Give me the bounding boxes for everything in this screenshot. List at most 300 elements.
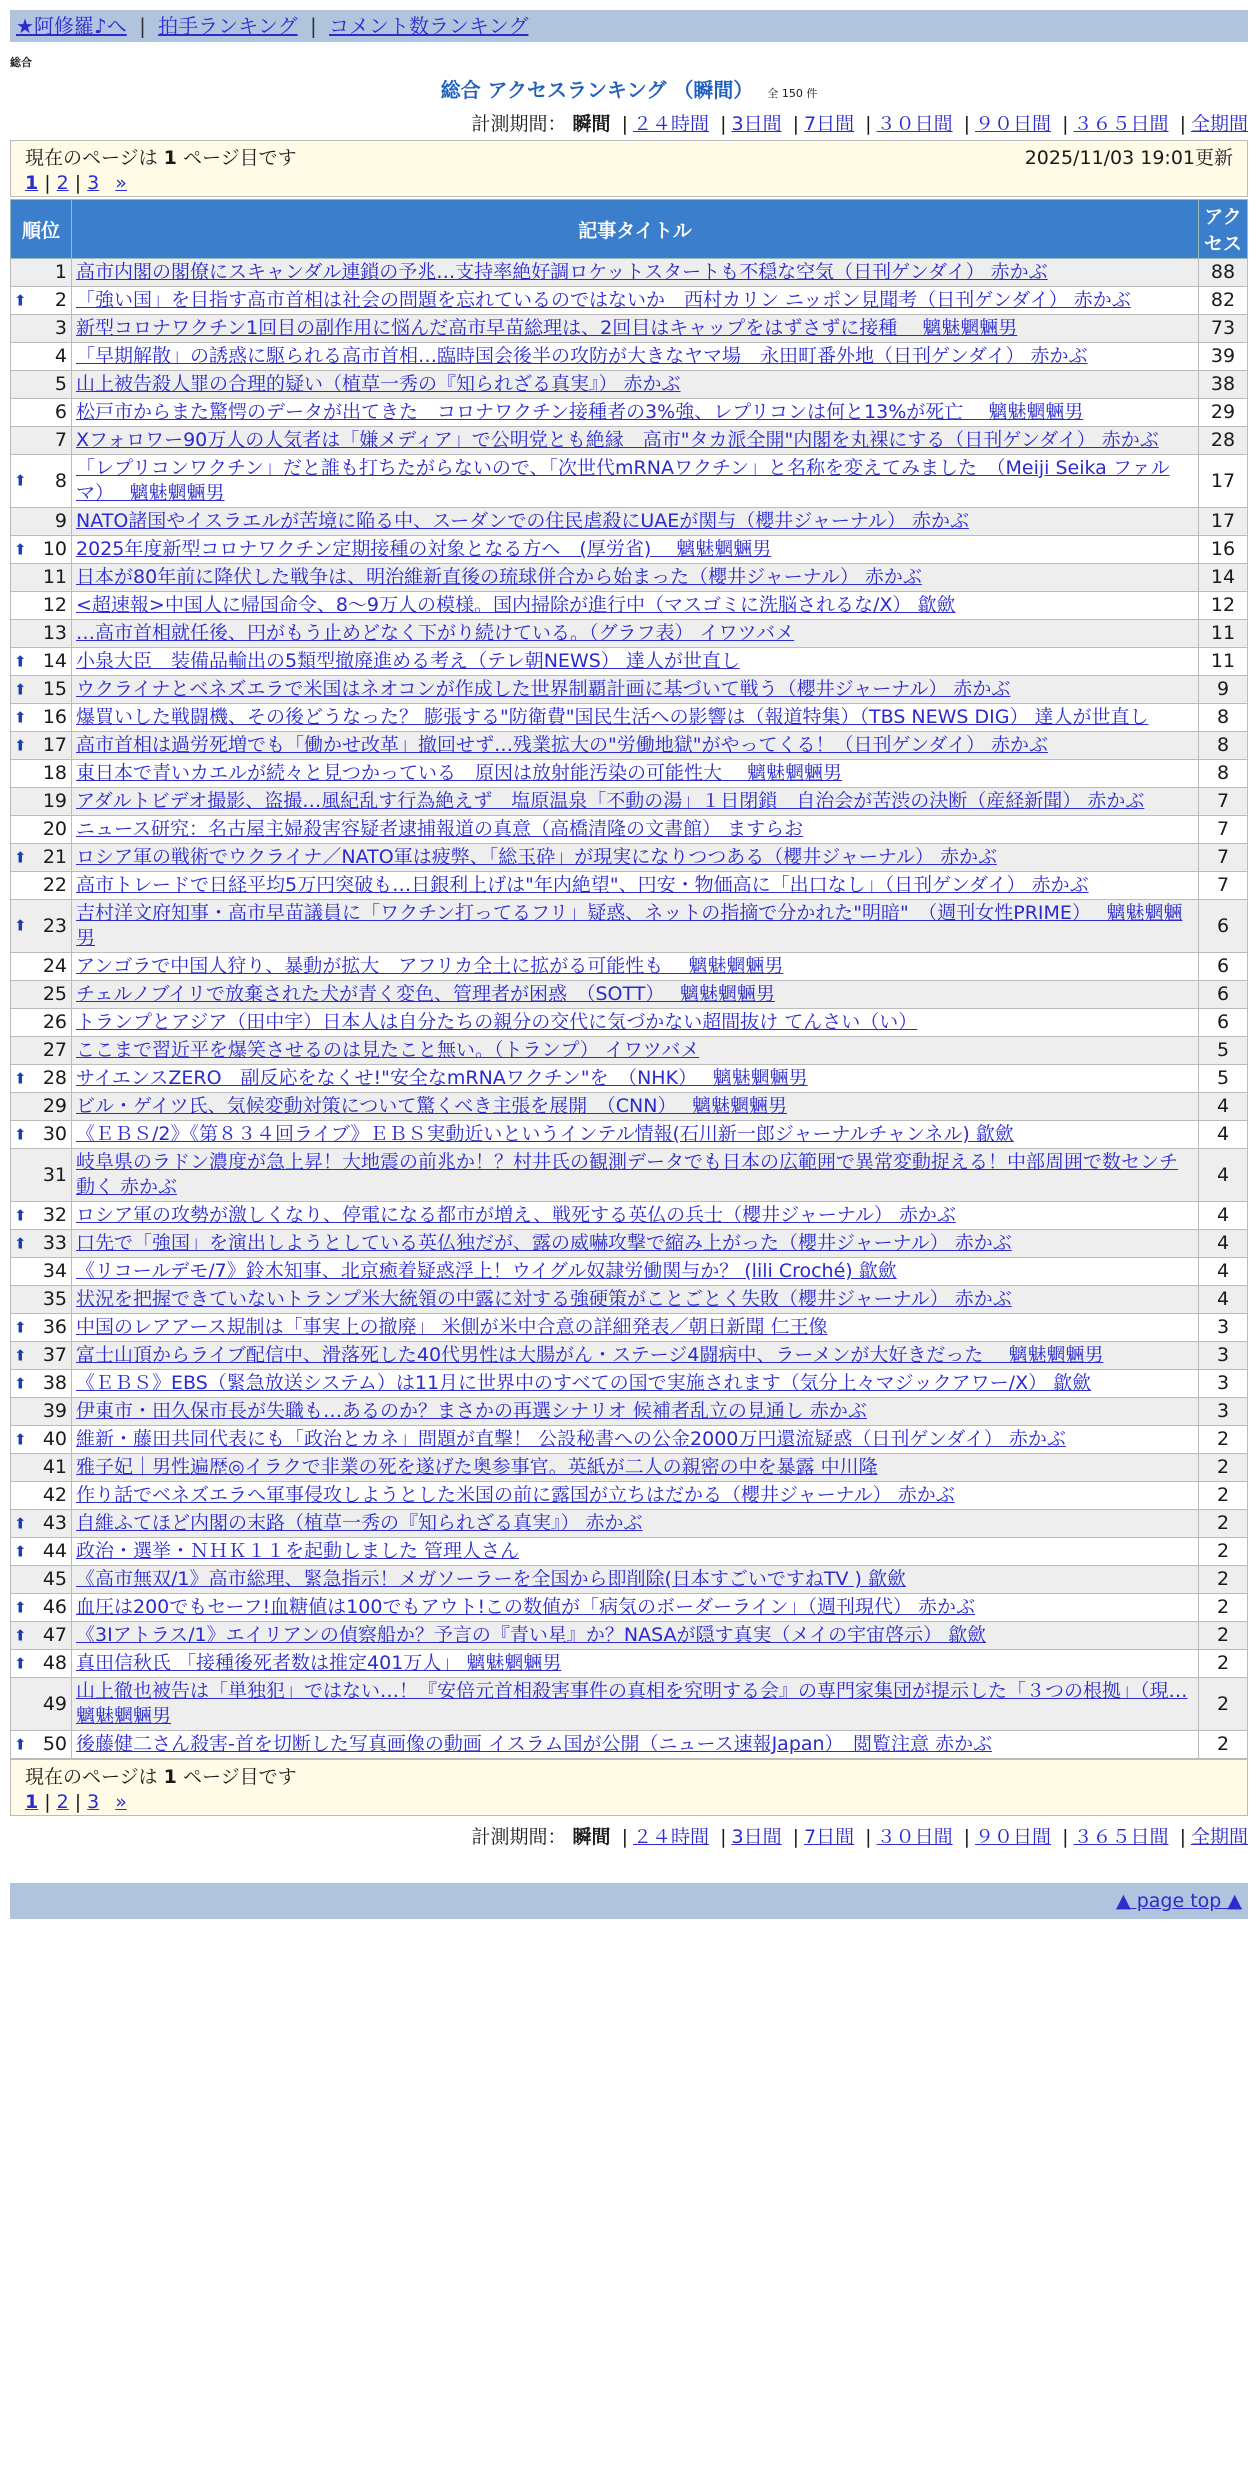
- title-cell: [72, 1566, 1199, 1594]
- rank-up-arrow-icon: ⬆: [14, 1234, 27, 1252]
- access-count: 4: [1199, 1093, 1248, 1121]
- pagination: 1 | 2 | 3 »: [25, 1791, 127, 1813]
- rank-cell: [11, 371, 72, 399]
- table-row: [11, 1426, 1248, 1454]
- rank-up-arrow-icon: ⬆: [14, 848, 27, 866]
- rank-number: 48: [42, 1652, 67, 1674]
- access-count: 73: [1199, 315, 1248, 343]
- rank-cell: [11, 704, 72, 732]
- article-link[interactable]: <超速報>中国人に帰国命令、8～9万人の模様。国内掃除が進行中（マスゴミに洗脳されるな/X） 歙歛: [76, 594, 956, 616]
- rank-number: 4: [54, 345, 67, 367]
- table-row: [11, 371, 1248, 399]
- title-cell: [72, 1065, 1199, 1093]
- access-count: 7: [1199, 872, 1248, 900]
- period-3d-link[interactable]: 3日間: [731, 113, 782, 135]
- table-row: [11, 564, 1248, 592]
- article-link[interactable]: ウクライナとベネズエラで米国はネオコンが作成した世界制覇計画に基づいて戦う（櫻井ジャーナル） 赤かぶ: [76, 678, 1011, 700]
- rank-number: 43: [42, 1512, 67, 1534]
- page-title: 総合 アクセスランキング （瞬間）: [440, 78, 754, 102]
- title-cell: [72, 1009, 1199, 1037]
- rank-cell: [11, 592, 72, 620]
- table-row: [11, 399, 1248, 427]
- access-count: 8: [1199, 704, 1248, 732]
- page-info-box-top: [10, 140, 1248, 197]
- rank-up-arrow-icon: ⬆: [14, 1598, 27, 1616]
- rank-number: 46: [42, 1596, 67, 1618]
- access-count: 2: [1199, 1482, 1248, 1510]
- title-cell: [72, 1594, 1199, 1622]
- access-count: 5: [1199, 1065, 1248, 1093]
- rank-up-arrow-icon: ⬆: [14, 471, 27, 490]
- table-row: [11, 816, 1248, 844]
- period-label: 計測期間：: [471, 113, 567, 135]
- rank-number: 24: [42, 955, 67, 977]
- table-row: [11, 1065, 1248, 1093]
- title-cell: [72, 1426, 1199, 1454]
- rank-number: 34: [42, 1260, 67, 1282]
- title-cell: [72, 564, 1199, 592]
- period-24h-link[interactable]: ２４時間: [633, 113, 710, 135]
- period-7d-link[interactable]: 7日間: [804, 113, 855, 135]
- rank-number: 36: [42, 1316, 67, 1338]
- access-count: 17: [1199, 455, 1248, 508]
- access-count: 3: [1199, 1314, 1248, 1342]
- rank-cell: [11, 620, 72, 648]
- period-3d-link[interactable]: 3日間: [731, 1826, 782, 1848]
- access-count: 88: [1199, 259, 1248, 287]
- rank-up-arrow-icon: ⬆: [14, 680, 27, 698]
- article-link[interactable]: 雅子妃｜男性遍歴◎イラクで非業の死を遂げた奥参事官。英紙が二人の親密の中を暴露 中川隆: [76, 1456, 878, 1478]
- table-row: [11, 1622, 1248, 1650]
- rank-number: 39: [42, 1400, 67, 1422]
- rank-number: 16: [42, 706, 67, 728]
- article-link[interactable]: 日本が80年前に降伏した戦争は、明治維新直後の琉球併合から始まった（櫻井ジャーナル） 赤かぶ: [76, 566, 922, 588]
- rank-number: 26: [42, 1011, 67, 1033]
- table-row: [11, 1286, 1248, 1314]
- title-cell: [72, 1230, 1199, 1258]
- period-365d-link[interactable]: ３６５日間: [1073, 1826, 1169, 1848]
- table-row: [11, 760, 1248, 788]
- title-cell: [72, 1037, 1199, 1065]
- rank-cell: [11, 287, 72, 315]
- article-link[interactable]: 2025年度新型コロナワクチン定期接種の対象となる方へ (厚労省) 魑魅魍魎男: [76, 538, 772, 560]
- article-link[interactable]: 高市内閣の閣僚にスキャンダル連鎖の予兆…支持率絶好調ロケットスタートも不穏な空気（日刊ゲンダイ） 赤かぶ: [76, 261, 1048, 283]
- title-cell: [72, 1398, 1199, 1426]
- article-link[interactable]: 山上被告殺人罪の合理的疑い（植草一秀の『知られざる真実』） 赤かぶ: [76, 373, 681, 395]
- title-cell: [72, 399, 1199, 427]
- updated-timestamp: 2025/11/03 19:01更新: [1024, 147, 1233, 169]
- article-link[interactable]: 伊東市・田久保市長が失職も…あるのか？まさかの再選シナリオ 候補者乱立の見通し 赤かぶ: [76, 1400, 867, 1422]
- title-row: [10, 74, 1248, 103]
- article-link[interactable]: 東日本で青いカエルが続々と見つかっている 原因は放射能汚染の可能性大 魑魅魍魎男: [76, 762, 843, 784]
- rank-number: 8: [54, 469, 67, 492]
- rank-cell: [11, 455, 72, 508]
- page-info-box-bottom: [10, 1759, 1248, 1816]
- title-cell: [72, 872, 1199, 900]
- access-count: 5: [1199, 1037, 1248, 1065]
- article-link[interactable]: ここまで習近平を爆笑させるのは見たこと無い。（トランプ） イワツバメ: [76, 1039, 700, 1061]
- rank-number: 14: [42, 650, 67, 672]
- rank-cell: [11, 816, 72, 844]
- title-cell: [72, 536, 1199, 564]
- access-count: 82: [1199, 287, 1248, 315]
- title-cell: [72, 1258, 1199, 1286]
- rank-number: 22: [42, 874, 67, 896]
- rank-cell: [11, 1121, 72, 1149]
- title-cell: [72, 844, 1199, 872]
- rank-number: 35: [42, 1288, 67, 1310]
- rank-number: 33: [42, 1232, 67, 1254]
- rank-cell: [11, 953, 72, 981]
- comment-ranking-link[interactable]: コメント数ランキング: [329, 14, 529, 38]
- access-count: 6: [1199, 1009, 1248, 1037]
- rank-number: 5: [54, 373, 67, 395]
- table-row: [11, 953, 1248, 981]
- period-90d-link[interactable]: ９０日間: [975, 1826, 1052, 1848]
- title-cell: [72, 1370, 1199, 1398]
- rank-cell: [11, 1678, 72, 1731]
- rank-up-arrow-icon: ⬆: [14, 916, 27, 935]
- rank-cell: [11, 1009, 72, 1037]
- title-cell: [72, 315, 1199, 343]
- rank-number: 49: [42, 1692, 67, 1715]
- table-row: [11, 872, 1248, 900]
- period-30d-link[interactable]: ３０日間: [876, 113, 953, 135]
- access-count: 4: [1199, 1258, 1248, 1286]
- rank-cell: [11, 1622, 72, 1650]
- table-row: [11, 1678, 1248, 1731]
- rank-cell: [11, 732, 72, 760]
- title-cell: [72, 981, 1199, 1009]
- rank-number: 17: [42, 734, 67, 756]
- rank-number: 38: [42, 1372, 67, 1394]
- rank-cell: [11, 1510, 72, 1538]
- page-3-link[interactable]: 3: [87, 172, 100, 194]
- rank-number: 7: [54, 429, 67, 451]
- rank-number: 41: [42, 1456, 67, 1478]
- table-row: [11, 1009, 1248, 1037]
- table-row: [11, 732, 1248, 760]
- table-row: [11, 287, 1248, 315]
- access-count: 3: [1199, 1370, 1248, 1398]
- article-link[interactable]: サイエンスZERO 副反応をなくせ!"安全なmRNAワクチン"を （NHK） 魑魅魍魎男: [76, 1067, 808, 1089]
- article-link[interactable]: 《3Iアトラス/1》エイリアンの偵察船か？予言の『青い星』か？NASAが隠す真実（メイの宇宙啓示） 歙歛: [76, 1624, 987, 1646]
- rank-up-arrow-icon: ⬆: [14, 291, 27, 309]
- title-cell: [72, 371, 1199, 399]
- article-link[interactable]: ロシア軍の攻勢が激しくなり、停電になる都市が増え、戦死する英仏の兵士（櫻井ジャーナル） 赤かぶ: [76, 1204, 956, 1226]
- article-link[interactable]: 後藤健二さん殺害-首を切断した写真画像の動画 イスラム国が公開（ニュース速報Japan） 閲覧注意 赤かぶ: [76, 1733, 993, 1755]
- access-count: 4: [1199, 1121, 1248, 1149]
- rank-cell: [11, 872, 72, 900]
- access-count: 6: [1199, 981, 1248, 1009]
- title-cell: [72, 788, 1199, 816]
- table-row: [11, 1510, 1248, 1538]
- access-count: 2: [1199, 1510, 1248, 1538]
- rank-cell: [11, 1342, 72, 1370]
- table-row: [11, 900, 1248, 953]
- title-cell: [72, 592, 1199, 620]
- title-cell: [72, 760, 1199, 788]
- access-count: 2: [1199, 1650, 1248, 1678]
- access-count: 2: [1199, 1678, 1248, 1731]
- rank-up-arrow-icon: ⬆: [14, 1430, 27, 1448]
- rank-number: 20: [42, 818, 67, 840]
- next-page-link[interactable]: »: [115, 1791, 127, 1813]
- article-link[interactable]: 中国のレアアース規制は「事実上の撤廃」 米側が米中合意の詳細発表／朝日新聞 仁王像: [76, 1316, 828, 1338]
- rank-cell: [11, 1286, 72, 1314]
- applause-ranking-link[interactable]: 拍手ランキング: [158, 14, 298, 38]
- article-link[interactable]: 爆買いした戦闘機、その後どうなった？ 膨張する"防衛費"国民生活への影響は（報道特集）（TBS NEWS DIG） 達人が世直し: [76, 706, 1149, 728]
- rank-cell: [11, 1426, 72, 1454]
- title-cell: [72, 1121, 1199, 1149]
- article-link[interactable]: ニュース研究：名古屋主婦殺害容疑者逮捕報道の真意（高橋清隆の文書館） ますらお: [76, 818, 804, 840]
- rank-cell: [11, 1065, 72, 1093]
- total-count: 全 150 件: [767, 87, 818, 100]
- rank-up-arrow-icon: ⬆: [14, 736, 27, 754]
- page-2-link[interactable]: 2: [56, 172, 69, 194]
- access-count: 9: [1199, 676, 1248, 704]
- rank-number: 21: [42, 846, 67, 868]
- period-365d-link[interactable]: ３６５日間: [1073, 113, 1169, 135]
- access-count: 17: [1199, 508, 1248, 536]
- period-selector-top: 計測期間： 瞬間 | ２４時間 | 3日間 | 7日間 | ３０日間 | ９０日間 | ３６５日間 | 全期間: [471, 113, 1248, 135]
- period-90d-link[interactable]: ９０日間: [975, 113, 1052, 135]
- next-page-link[interactable]: »: [115, 172, 127, 194]
- article-link[interactable]: 小泉大臣 装備品輸出の5類型撤廃進める考え（テレ朝NEWS） 達人が世直し: [76, 650, 740, 672]
- access-count: 16: [1199, 536, 1248, 564]
- table-row: [11, 1230, 1248, 1258]
- rank-number: 23: [42, 914, 67, 937]
- table-row: [11, 1482, 1248, 1510]
- rank-cell: [11, 1398, 72, 1426]
- rank-up-arrow-icon: ⬆: [14, 1374, 27, 1392]
- title-cell: [72, 620, 1199, 648]
- title-cell: [72, 455, 1199, 508]
- rank-cell: [11, 981, 72, 1009]
- rank-number: 2: [54, 289, 67, 311]
- title-cell: [72, 1149, 1199, 1202]
- access-count: 28: [1199, 427, 1248, 455]
- rank-cell: [11, 1314, 72, 1342]
- rank-number: 3: [54, 317, 67, 339]
- rank-cell: [11, 1202, 72, 1230]
- article-link[interactable]: NATO諸国やイスラエルが苦境に陥る中、スーダンでの住民虐殺にUAEが関与（櫻井ジャーナル） 赤かぶ: [76, 510, 969, 532]
- rank-number: 50: [42, 1733, 67, 1755]
- page-1-link[interactable]: 1: [25, 172, 39, 194]
- table-row: [11, 1037, 1248, 1065]
- table-row: [11, 981, 1248, 1009]
- rank-number: 11: [42, 566, 67, 588]
- rank-number: 15: [42, 678, 67, 700]
- rank-up-arrow-icon: ⬆: [14, 1542, 27, 1560]
- title-cell: [72, 816, 1199, 844]
- title-cell: [72, 343, 1199, 371]
- period-all-link[interactable]: 全期間: [1190, 113, 1248, 135]
- page-2-link[interactable]: 2: [56, 1791, 69, 1813]
- article-link[interactable]: 高市トレードで日経平均5万円突破も…日銀利上げは"年内絶望"、円安・物価高に「出口なし」（日刊ゲンダイ） 赤かぶ: [76, 874, 1089, 896]
- rank-number: 37: [42, 1344, 67, 1366]
- article-link[interactable]: 「早期解散」の誘惑に駆られる高市首相…臨時国会後半の攻防が大きなヤマ場 永田町番外地（日刊ゲンダイ） 赤かぶ: [76, 345, 1088, 367]
- article-link[interactable]: ロシア軍の戦術でウクライナ／NATO軍は疲弊、「総玉砕」が現実になりつつある（櫻井ジャーナル） 赤かぶ: [76, 846, 997, 868]
- home-link[interactable]: ★阿修羅♪へ: [16, 14, 127, 38]
- article-link[interactable]: チェルノブイリで放棄された犬が青く変色、管理者が困惑 （SOTT） 魑魅魍魎男: [76, 983, 775, 1005]
- rank-cell: [11, 676, 72, 704]
- table-row: [11, 343, 1248, 371]
- access-count: 39: [1199, 343, 1248, 371]
- access-count: 11: [1199, 648, 1248, 676]
- rank-up-arrow-icon: ⬆: [14, 1318, 27, 1336]
- article-link[interactable]: 状況を把握できていないトランプ米大統領の中露に対する強硬策がことごとく失敗（櫻井ジャーナル） 赤かぶ: [76, 1288, 1012, 1310]
- article-link[interactable]: 《ＥＢＳ》EBS（緊急放送システム）は11月に世界中のすべての国で実施されます（気分上々マジックアワー/X） 歙歛: [76, 1372, 1092, 1394]
- period-all-link[interactable]: 全期間: [1190, 1826, 1248, 1848]
- rank-number: 13: [42, 622, 67, 644]
- table-row: [11, 704, 1248, 732]
- rank-up-arrow-icon: ⬆: [14, 1735, 27, 1753]
- access-count: 2: [1199, 1426, 1248, 1454]
- rank-cell: [11, 343, 72, 371]
- title-cell: [72, 1342, 1199, 1370]
- article-link[interactable]: 吉村洋文府知事・高市早苗議員に「ワクチン打ってるフリ」疑惑、ネットの指摘で分かれた"明暗" （週刊女性PRIME） 魑魅魍魎男: [76, 902, 1183, 949]
- access-count: 6: [1199, 900, 1248, 953]
- article-link[interactable]: 新型コロナワクチン1回目の副作用に悩んだ高市早苗総理は、2回目はキャップをはずさずに接種 魑魅魍魎男: [76, 317, 1018, 339]
- rank-number: 32: [42, 1204, 67, 1226]
- title-cell: [72, 1093, 1199, 1121]
- rank-number: 27: [42, 1039, 67, 1061]
- period-current: 瞬間: [572, 1826, 611, 1848]
- article-link[interactable]: 高市首相は過労死増でも「働かせ改革」撤回せず…残業拡大の"労働地獄"がやってくる！（日刊ゲンダイ） 赤かぶ: [76, 734, 1049, 756]
- table-row: [11, 1370, 1248, 1398]
- rank-number: 6: [54, 401, 67, 423]
- table-row: [11, 788, 1248, 816]
- period-selector-bottom: 計測期間： 瞬間 | ２４時間 | 3日間 | 7日間 | ３０日間 | ９０日間 | ３６５日間 | 全期間: [471, 1826, 1248, 1848]
- period-label: 計測期間：: [471, 1826, 567, 1848]
- rank-up-arrow-icon: ⬆: [14, 1654, 27, 1672]
- rank-cell: [11, 648, 72, 676]
- access-count: 2: [1199, 1538, 1248, 1566]
- article-link[interactable]: Xフォロワー90万人の人気者は「嫌メディア」で公明党とも絶縁 高市"タカ派全開"内閣を丸裸にする（日刊ゲンダイ） 赤かぶ: [76, 429, 1159, 451]
- rank-cell: [11, 1093, 72, 1121]
- page-top-link[interactable]: ▲ page top ▲: [1116, 1890, 1242, 1912]
- table-row: [11, 1093, 1248, 1121]
- access-count: 38: [1199, 371, 1248, 399]
- table-row: [11, 1149, 1248, 1202]
- access-count: 4: [1199, 1149, 1248, 1202]
- table-row: [11, 1650, 1248, 1678]
- article-link[interactable]: 山上徹也被告は「単独犯」ではない…！『安倍元首相殺害事件の真相を究明する会』の専門家集団が提示した「３つの根拠」（現… 魑魅魍魎男: [76, 1680, 1188, 1727]
- article-link[interactable]: トランプとアジア（田中宇）日本人は自分たちの親分の交代に気づかない超間抜け てんさい（い）: [76, 1011, 918, 1033]
- access-count: 2: [1199, 1594, 1248, 1622]
- rank-cell: [11, 1731, 72, 1759]
- period-7d-link[interactable]: 7日間: [804, 1826, 855, 1848]
- rank-cell: [11, 1258, 72, 1286]
- title-cell: [72, 1731, 1199, 1759]
- article-link[interactable]: 維新・藤田共同代表にも「政治とカネ」問題が直撃！ 公設秘書への公金2000万円還流疑惑（日刊ゲンダイ） 赤かぶ: [76, 1428, 1066, 1450]
- title-cell: [72, 732, 1199, 760]
- page-1-link[interactable]: 1: [25, 1791, 39, 1813]
- title-cell: [72, 1202, 1199, 1230]
- rank-number: 18: [42, 762, 67, 784]
- title-cell: [72, 508, 1199, 536]
- table-row: [11, 1258, 1248, 1286]
- rank-number: 42: [42, 1484, 67, 1506]
- article-link[interactable]: 政治・選挙・ＮＨＫ１１を起動しました 管理人さん: [76, 1540, 520, 1562]
- page-3-link[interactable]: 3: [87, 1791, 100, 1813]
- article-link[interactable]: 松戸市からまた驚愕のデータが出てきた コロナワクチン接種者の3%強、レプリコンは何と13%が死亡 魑魅魍魎男: [76, 401, 1084, 423]
- period-30d-link[interactable]: ３０日間: [876, 1826, 953, 1848]
- rank-column-header: 順位: [11, 200, 72, 259]
- period-current: 瞬間: [572, 113, 611, 135]
- rank-cell: [11, 259, 72, 287]
- rank-up-arrow-icon: ⬆: [14, 652, 27, 670]
- article-link[interactable]: …高市首相就任後、円がもう止めどなく下がり続けている。（グラフ表） イワツバメ: [76, 622, 795, 644]
- table-row: [11, 676, 1248, 704]
- rank-number: 30: [42, 1123, 67, 1145]
- rank-number: 9: [54, 510, 67, 532]
- article-link[interactable]: 作り話でベネズエラへ軍事侵攻しようとした米国の前に露国が立ちはだかる（櫻井ジャーナル） 赤かぶ: [76, 1484, 955, 1506]
- article-link[interactable]: 「レプリコンワクチン」だと誰も打ちたがらないので、「次世代mRNAワクチン」と名称を変えてみました （Meiji Seika ファルマ） 魑魅魍魎男: [76, 457, 1170, 504]
- top-nav-bar: [10, 10, 1248, 42]
- article-link[interactable]: 《高市無双/1》高市総理、緊急指示！メガソーラーを全国から即削除(日本すごいですねTV ) 歙歛: [76, 1568, 906, 1590]
- current-page-text: 現在のページは 1 ページ目です: [25, 147, 297, 169]
- rank-cell: [11, 315, 72, 343]
- ranking-table: [10, 199, 1248, 1759]
- article-link[interactable]: 《ＥＢＳ/2》《第８３４回ライブ》ＥＢＳ実動近いというインテル情報(石川新一郎ジャーナルチャンネル) 歙歛: [76, 1123, 1014, 1145]
- rank-number: 25: [42, 983, 67, 1005]
- access-count: 4: [1199, 1230, 1248, 1258]
- table-row: [11, 648, 1248, 676]
- title-cell: [72, 1678, 1199, 1731]
- access-count: 29: [1199, 399, 1248, 427]
- rank-cell: [11, 760, 72, 788]
- access-count: 7: [1199, 844, 1248, 872]
- table-row: [11, 536, 1248, 564]
- article-link[interactable]: 血圧は200でもセーフ!血糖値は100でもアウト!この数値が「病気のボーダーライン」（週刊現代） 赤かぶ: [76, 1596, 976, 1618]
- table-row: [11, 620, 1248, 648]
- rank-number: 29: [42, 1095, 67, 1117]
- access-count: 6: [1199, 953, 1248, 981]
- rank-number: 1: [54, 261, 67, 283]
- article-link[interactable]: ビル・ゲイツ氏、気候変動対策について驚くべき主張を展開 （CNN） 魑魅魍魎男: [76, 1095, 788, 1117]
- table-row: [11, 1594, 1248, 1622]
- access-count: 8: [1199, 760, 1248, 788]
- article-link[interactable]: 《リコールデモ/7》鈴木知事、北京癒着疑惑浮上！ウイグル奴隷労働関与か？ (lili Croché) 歙歛: [76, 1260, 897, 1282]
- article-link[interactable]: アダルトビデオ撮影、盗撮…風紀乱す行為絶えず 塩原温泉「不動の湯」１日閉鎖 自治会が苦渋の決断（産経新聞） 赤かぶ: [76, 790, 1145, 812]
- nav-separator: |: [309, 14, 317, 38]
- nav-separator: |: [139, 14, 146, 38]
- article-link[interactable]: 岐阜県のラドン濃度が急上昇！大地震の前兆か！？村井氏の観測データでも日本の広範囲で異常変動捉える！中部周囲で数センチ動く 赤かぶ: [76, 1151, 1179, 1198]
- title-cell: [72, 1286, 1199, 1314]
- title-cell: [72, 1650, 1199, 1678]
- article-link[interactable]: アンゴラで中国人狩り、暴動が拡大 アフリカ全土に拡がる可能性も 魑魅魍魎男: [76, 955, 784, 977]
- access-count: 4: [1199, 1286, 1248, 1314]
- article-link[interactable]: 真田信秋氏 「接種後死者数は推定401万人」 魑魅魍魎男: [76, 1652, 562, 1674]
- rank-number: 31: [42, 1163, 67, 1186]
- access-count: 2: [1199, 1622, 1248, 1650]
- period-24h-link[interactable]: ２４時間: [633, 1826, 710, 1848]
- title-cell: [72, 427, 1199, 455]
- table-row: [11, 844, 1248, 872]
- article-link[interactable]: 富士山頂からライブ配信中、滑落死した40代男性は大腸がん・ステージ4闘病中、ラーメンが大好きだった 魑魅魍魎男: [76, 1344, 1104, 1366]
- article-link[interactable]: 自維ふてほど内閣の末路（植草一秀の『知られざる真実』） 赤かぶ: [76, 1512, 643, 1534]
- title-cell: [72, 1482, 1199, 1510]
- article-link[interactable]: 「強い国」を目指す高市首相は社会の問題を忘れているのではないか 西村カリン ニッポン見聞考（日刊ゲンダイ） 赤かぶ: [76, 289, 1131, 311]
- access-count: 11: [1199, 620, 1248, 648]
- article-link[interactable]: 口先で「強国」を演出しようとしている英仏独だが、露の威嚇攻撃で縮み上がった（櫻井ジャーナル） 赤かぶ: [76, 1232, 1012, 1254]
- pagination: 1 | 2 | 3 »: [25, 172, 127, 194]
- access-count: 3: [1199, 1342, 1248, 1370]
- title-cell: [72, 259, 1199, 287]
- access-count: 4: [1199, 1202, 1248, 1230]
